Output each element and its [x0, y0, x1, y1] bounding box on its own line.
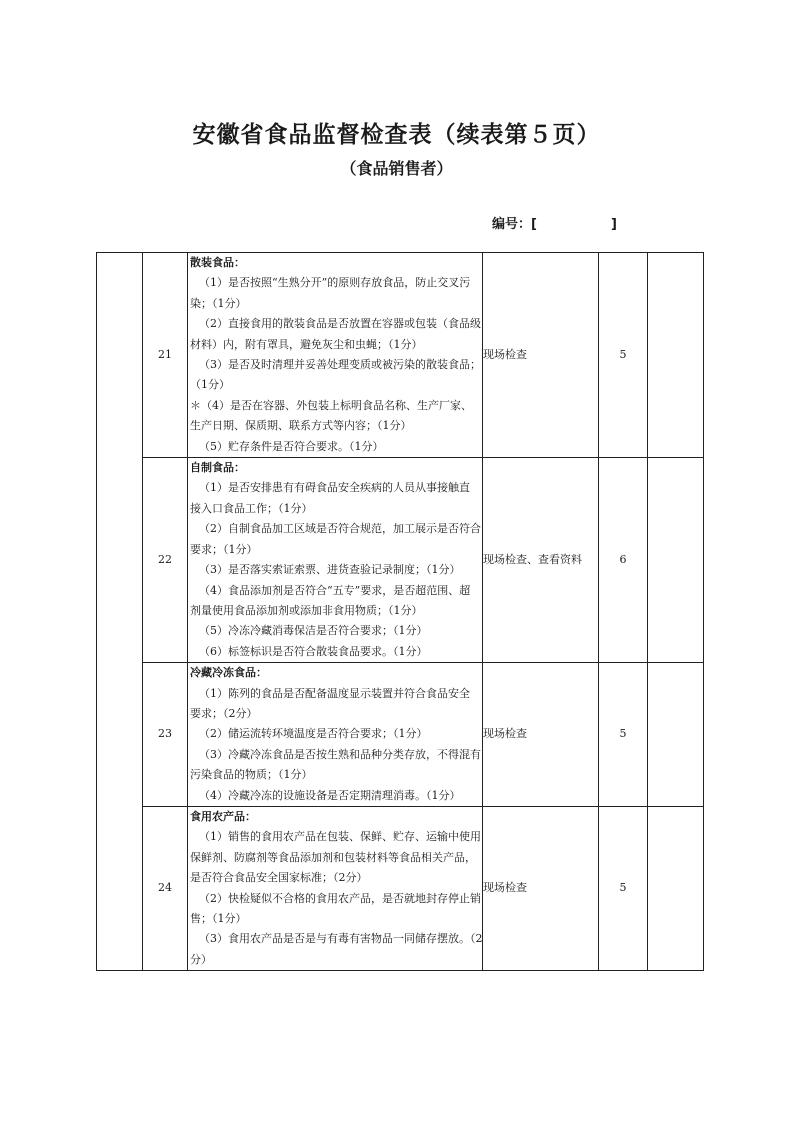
document-title: 安徽省食品监督检查表（续表第５页）	[192, 122, 601, 148]
section-heading: 冷藏冷冻食品：	[190, 666, 267, 680]
requirement-line: （1分）	[190, 378, 230, 392]
requirement-line: （1）是否按照“生熟分开”的原则存放食品，防止交叉污	[199, 276, 471, 290]
requirement-line: （3）是否及时清理并妥善处理变质或被污染的散装食品；	[199, 358, 481, 372]
requirement-line: （2）储运流转环境温度是否符合要求；（1分）	[199, 727, 428, 741]
requirement-line: 保鲜剂、防腐剂等食品添加剂和包装材料等食品相关产品，	[190, 850, 476, 864]
requirement-line: （4）食品添加剂是否符合“五专”要求，是否超范围、超	[199, 583, 471, 597]
result-cell[interactable]	[648, 458, 704, 663]
requirement-line: 是否符合食品安全国家标准；（2分）	[190, 871, 368, 885]
serial-label: 编号：[	[492, 217, 537, 232]
item-number: 22	[143, 458, 188, 663]
requirement-line: 剂量使用食品添加剂或添加非食用物质；（1分）	[190, 603, 423, 617]
requirement-line: （5）贮存条件是否符合要求。（1分）	[199, 439, 384, 453]
table-row	[97, 663, 704, 807]
item-number: 23	[143, 663, 188, 807]
requirement-line: 售；（1分）	[190, 912, 247, 925]
document-subtitle: （食品销售者）	[340, 159, 453, 178]
table-row	[97, 458, 704, 663]
requirement-line: （2）直接食用的散装食品是否放置在容器或包装（食品级	[199, 317, 481, 331]
requirement-line: （2）自制食品加工区域是否符合规范，加工展示是否符合	[199, 522, 481, 536]
section-heading: 自制食品：	[190, 461, 245, 475]
requirement-line: （3）是否落实索证索票、进货查验记录制度；（1分）	[199, 563, 461, 577]
requirement-line: 接入口食品工作；（1分）	[190, 501, 313, 515]
category-cell	[97, 253, 143, 971]
inspection-rows	[97, 253, 704, 971]
result-cell[interactable]	[648, 253, 704, 458]
requirement-line: （6）标签标识是否符合散装食品要求。（1分）	[199, 644, 428, 658]
serial-number	[492, 213, 617, 232]
requirement-line: （4）冷藏冷冻的设施设备是否定期清理消毒。（1分）	[199, 788, 461, 802]
requirement-line: （5）冷冻冷藏消毒保洁是否符合要求；（1分）	[199, 624, 428, 638]
section-heading: 散装食品：	[190, 256, 245, 269]
inspection-method: 现场检查、查看资料	[483, 458, 599, 663]
requirement-line: 分）	[190, 952, 212, 966]
inspection-content	[188, 458, 483, 663]
requirement-line: 要求；（2分）	[190, 706, 258, 720]
requirement-line: 染；（1分）	[190, 296, 247, 310]
table-row	[97, 806, 704, 970]
inspection-method: 现场检查	[483, 663, 599, 807]
item-score: 5	[599, 806, 648, 970]
table-row	[97, 253, 704, 458]
item-number: 21	[143, 253, 188, 458]
inspection-method: 现场检查	[483, 806, 599, 970]
requirement-line: （3）食用农产品是否是与有毒有害物品一同储存摆放。（2	[199, 932, 482, 946]
inspection-table	[96, 252, 704, 971]
inspection-content	[188, 663, 483, 807]
inspection-content	[188, 806, 483, 970]
item-score: 5	[599, 663, 648, 807]
item-score: 5	[599, 253, 648, 458]
inspection-content	[188, 253, 483, 458]
requirement-line: （3）冷藏冷冻食品是否按生熟和品种分类存放，不得混有	[199, 747, 481, 761]
requirement-line: （1）陈列的食品是否配备温度显示装置并符合食品安全	[199, 686, 470, 700]
requirement-line: ＊（4）是否在容器、外包装上标明食品名称、生产厂家、	[190, 398, 472, 412]
requirement-line: （1）销售的食用农产品在包装、保鲜、贮存、运输中使用	[199, 830, 481, 844]
requirement-line: 污染食品的物质；（1分）	[190, 768, 313, 782]
result-cell[interactable]	[648, 806, 704, 970]
item-number: 24	[143, 806, 188, 970]
requirement-line: （1）是否安排患有有碍食品安全疾病的人员从事接触直	[199, 481, 470, 495]
requirement-line: 生产日期、保质期、联系方式等内容；（1分）	[190, 419, 412, 433]
requirement-line: （2）快检疑似不合格的食用农产品，是否就地封存停止销	[199, 891, 481, 905]
requirement-line: 材料）内，附有罩具，避免灰尘和虫蝇；（1分）	[190, 337, 423, 351]
serial-close: ]	[610, 217, 617, 232]
requirement-line: 要求；（1分）	[190, 542, 258, 556]
item-score: 6	[599, 458, 648, 663]
result-cell[interactable]	[648, 663, 704, 807]
section-heading: 食用农产品：	[190, 809, 256, 823]
inspection-method: 现场检查	[483, 253, 599, 458]
